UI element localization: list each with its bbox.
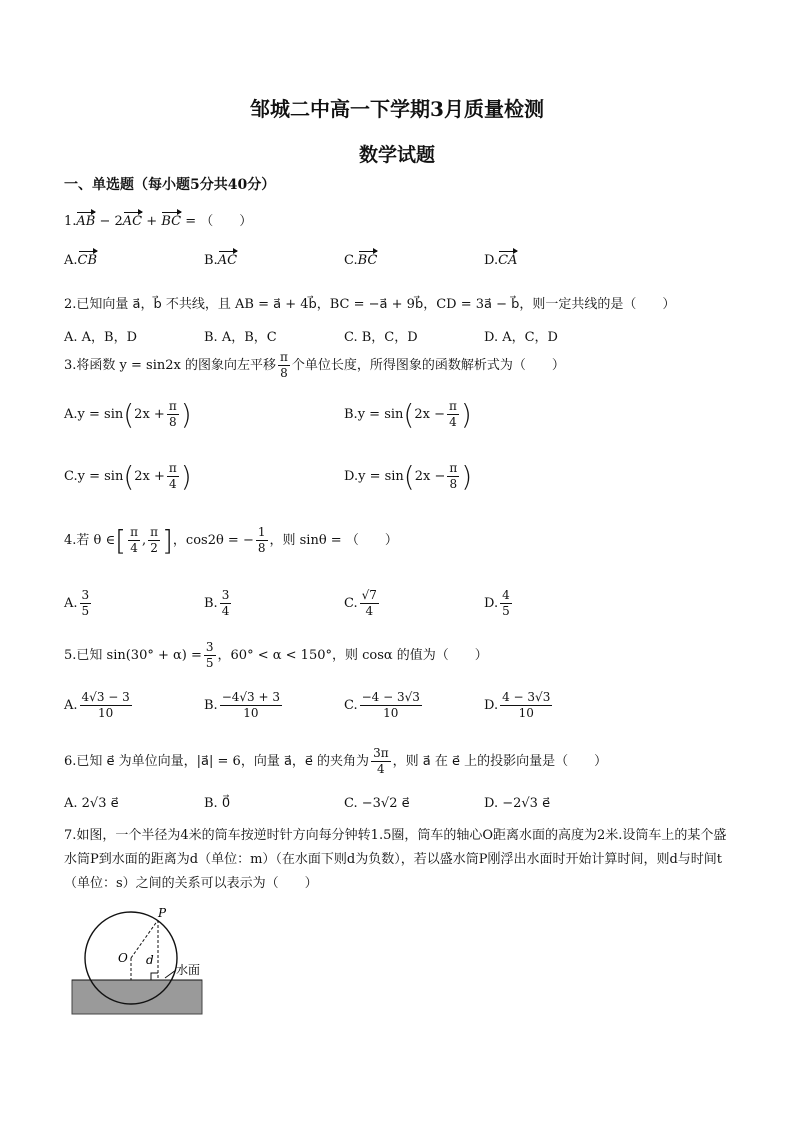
label-O: O: [118, 951, 128, 965]
q5-option-c: C. $\frac{-4 - 3√3}{10}$: [344, 690, 420, 720]
q3-option-d: D.y = sin(2x − $\frac{\pi}{8}$ ): [344, 460, 473, 493]
right-angle-mark: [151, 973, 158, 980]
q5-option-a: A. $\frac{4√3 - 3}{10}$: [64, 690, 130, 720]
q1-plus: +: [142, 214, 162, 229]
q1-option-c: C.BC: [344, 253, 378, 268]
question-4: 4.若 θ ∈[ $\frac{\pi}{4}$ , $\frac{\pi}{2}$ ]，cos2θ = − $\frac{1}{8}$ ，则 sinθ = （ ）: [64, 524, 398, 557]
q3-shift-fraction: $\frac{\pi}{8}$: [279, 350, 288, 380]
q6-option-b: B. 0⃗: [204, 796, 231, 811]
q3-option-b: B.y = sin(2x − $\frac{\pi}{4}$ ): [344, 398, 472, 431]
question-7: 7.如图，一个半径为4米的筒车按逆时针方向每分钟转1.5圈，筒车的轴心O距离水面的高度为2米.设筒车上的某个盛水筒P到水面的距离为d（单位：m）（在水面下则d为负数），若以盛水筒P刚浮出水面时开始计算时间，则d与时间t（单位：s）之间的关系可以表示为（ ）: [64, 828, 727, 891]
q1-equals: = （ ）: [181, 214, 253, 229]
question-1: [64, 210, 252, 229]
q2-option-c: C. B，C，D: [344, 330, 418, 345]
q6-option-c: C. −3√2 e⃗: [344, 796, 410, 811]
q4-option-b: B. $\frac{3}{4}$: [204, 588, 230, 618]
page-title: 邹城二中高一下学期3月质量检测: [250, 97, 544, 121]
q5-option-d: D. $\frac{4 - 3√3}{10}$: [484, 690, 551, 720]
q1-option-b: B.AC: [204, 253, 238, 268]
label-water: 水面: [176, 963, 201, 977]
q2-option-b: B. A，B，C: [204, 330, 277, 345]
waterwheel-figure: [70, 906, 220, 1016]
question-5: 5.已知 sin(30° + α) = $\frac{3}{5}$ ，60° < α < 150°，则 cosα 的值为（ ）: [64, 640, 488, 670]
q4-option-d: D. $\frac{4}{5}$: [484, 588, 510, 618]
q6-option-d: D. −2√3 e⃗: [484, 796, 551, 811]
section-heading: 一、单选题（每小题5分共40分）: [64, 177, 276, 193]
label-P: P: [158, 906, 167, 920]
q2-option-d: D. A，C，D: [484, 330, 558, 345]
label-d: d: [146, 953, 154, 967]
q4-option-c: C. $\frac{√7}{4}$: [344, 588, 377, 618]
question-2: 2.已知向量 a⃗，b⃗ 不共线，且 AB = a⃗ + 4b⃗，BC = −a⃗ + 9b⃗，CD = 3a⃗ − b⃗，则一定共线的是（ ）: [64, 297, 676, 312]
question-3: 3.将函数 y = sin2x 的图象向左平移 $\frac{\pi}{8}$ 个单位长度，所得图象的函数解析式为（ ）: [64, 350, 565, 380]
q4-option-a: A. $\frac{3}{5}$: [64, 588, 90, 618]
q1-vector-ac: AC: [122, 214, 143, 229]
q1-option-a: A.CB: [64, 253, 98, 268]
q6-option-a: A. 2√3 e⃗: [64, 796, 119, 811]
water-body: [72, 980, 202, 1014]
q1-vector-ab: AB: [76, 214, 96, 229]
q2-option-a: A. A，B，D: [64, 330, 138, 345]
q1-vector-bc: BC: [161, 214, 182, 229]
q3-option-c: C.y = sin(2x + $\frac{\pi}{4}$ ): [64, 460, 192, 493]
q1-number: 1.: [64, 214, 77, 229]
q1-minus: − 2: [95, 214, 123, 229]
q1-option-d: D.CA: [484, 253, 518, 268]
page-subtitle: 数学试题: [358, 144, 435, 166]
q3-option-a: A.y = sin(2x + $\frac{\pi}{8}$ ): [64, 398, 192, 431]
radius-op: [131, 920, 158, 958]
q5-option-b: B. $\frac{-4√3 + 3}{10}$: [204, 690, 280, 720]
question-6: 6.已知 e⃗ 为单位向量，|a⃗| = 6，向量 a⃗，e⃗ 的夹角为 $\frac{3\pi}{4}$ ，则 a⃗ 在 e⃗ 上的投影向量是（ ）: [64, 746, 608, 776]
